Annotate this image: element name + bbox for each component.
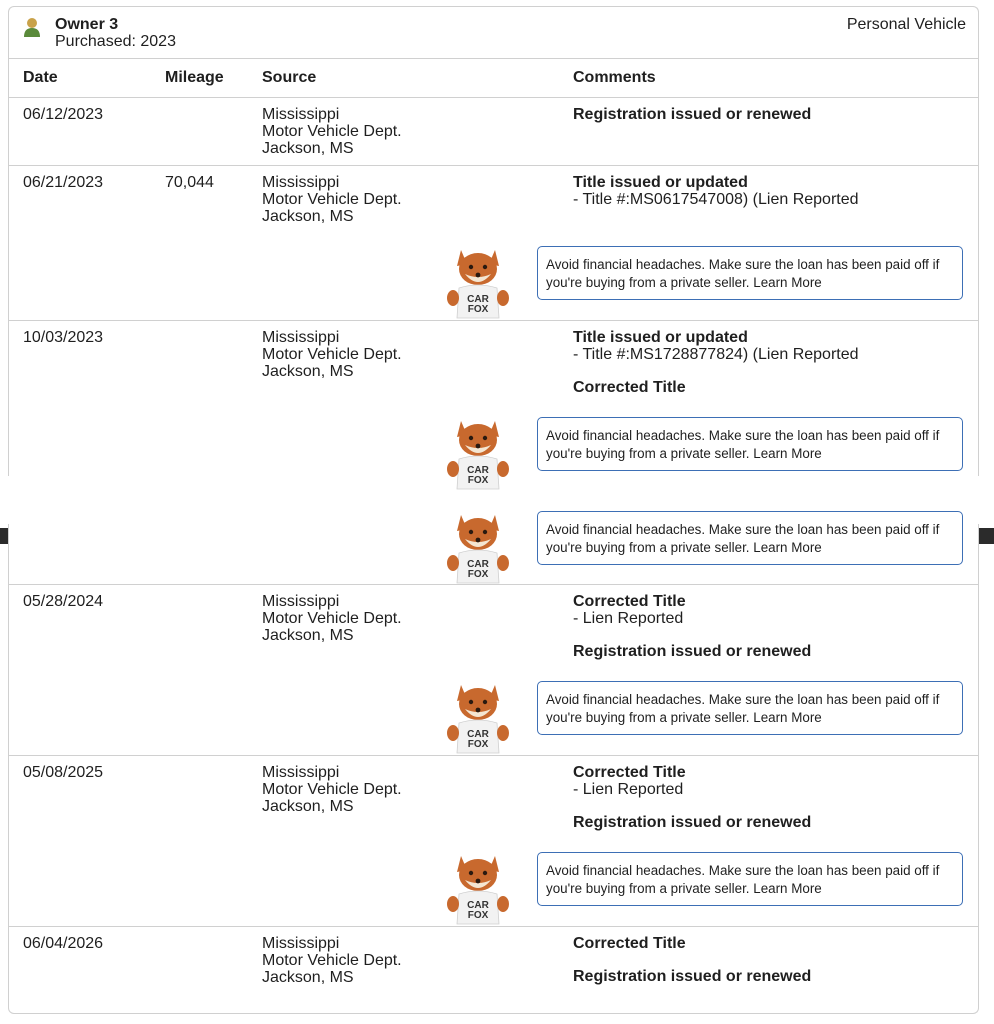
learn-more-link[interactable]: Learn More — [753, 881, 822, 896]
row-source — [262, 935, 402, 986]
column-header-date: Date — [23, 69, 58, 86]
learn-more-link[interactable]: Learn More — [753, 540, 822, 555]
event-detail: - Title #:MS1728877824) (Lien Reported — [573, 346, 859, 363]
table-row — [9, 585, 978, 756]
table-row — [9, 927, 978, 1013]
row-comments — [573, 106, 963, 123]
owner-history-card — [8, 6, 979, 486]
owner-history-card — [8, 524, 979, 1014]
mascot-shirt-line1: CAR — [467, 729, 489, 740]
row-comments — [573, 764, 963, 831]
carfox-mascot — [443, 848, 513, 926]
row-date: 06/21/2023 — [23, 174, 104, 191]
tip-text: Avoid financial headaches. Make sure the loan has been paid off if you're buying from a private seller. — [546, 692, 940, 725]
source-state: Mississippi — [262, 329, 340, 346]
row-date: 10/03/2023 — [23, 329, 104, 346]
source-city: Jackson, MS — [262, 798, 354, 815]
mascot-shirt-line2: FOX — [467, 739, 489, 750]
source-city: Jackson, MS — [262, 208, 354, 225]
learn-more-link[interactable]: Learn More — [753, 446, 822, 461]
tip-text: Avoid financial headaches. Make sure the loan has been paid off if you're buying from a private seller. — [546, 257, 940, 290]
event-detail: - Lien Reported — [573, 610, 684, 627]
event-registration: Registration issued or renewed — [573, 814, 812, 831]
row-date: 06/12/2023 — [23, 106, 104, 123]
source-city: Jackson, MS — [262, 140, 354, 157]
source-agency: Motor Vehicle Dept. — [262, 123, 402, 140]
tip-text: Avoid financial headaches. Make sure the loan has been paid off if you're buying from a private seller. — [546, 863, 940, 896]
source-state: Mississippi — [262, 764, 340, 781]
history-panel-bottom — [0, 522, 994, 1024]
carfox-mascot — [443, 507, 513, 585]
table-row — [9, 98, 978, 166]
table-row — [9, 756, 978, 927]
mascot-shirt-line1: CAR — [467, 465, 489, 476]
source-agency: Motor Vehicle Dept. — [262, 610, 402, 627]
mascot-shirt-line2: FOX — [467, 910, 489, 921]
history-panel-top — [0, 0, 994, 486]
person-icon — [23, 17, 41, 39]
carfox-mascot — [443, 242, 513, 320]
owner-title: Owner 3 — [55, 16, 119, 33]
event-title-updated: Title issued or updated — [573, 174, 748, 191]
source-city: Jackson, MS — [262, 969, 354, 986]
event-registration: Registration issued or renewed — [573, 643, 812, 660]
row-comments — [573, 329, 963, 396]
column-header-comments: Comments — [573, 69, 656, 86]
carfox-mascot — [443, 677, 513, 755]
mascot-shirt-line1: CAR — [467, 559, 489, 570]
column-header-mileage: Mileage — [165, 69, 224, 86]
event-detail: - Title #:MS0617547008) (Lien Reported — [573, 191, 859, 208]
mascot-shirt-line1: CAR — [467, 900, 489, 911]
tip-text: Avoid financial headaches. Make sure the loan has been paid off if you're buying from a private seller. — [546, 522, 940, 555]
loan-tip-box — [537, 511, 963, 565]
column-header-source: Source — [262, 69, 317, 86]
row-source — [262, 106, 402, 157]
row-source — [262, 174, 402, 225]
learn-more-link[interactable]: Learn More — [753, 710, 822, 725]
source-city: Jackson, MS — [262, 627, 354, 644]
loan-tip-box — [537, 246, 963, 300]
mascot-shirt-line2: FOX — [467, 304, 489, 315]
event-registration: Registration issued or renewed — [573, 968, 812, 985]
source-agency: Motor Vehicle Dept. — [262, 952, 402, 969]
table-header — [9, 58, 978, 98]
row-source — [262, 593, 402, 644]
loan-tip-box — [537, 681, 963, 735]
event-corrected-title: Corrected Title — [573, 764, 686, 781]
event-corrected-title: Corrected Title — [573, 935, 686, 952]
event-detail: - Lien Reported — [573, 781, 684, 798]
row-date: 06/04/2026 — [23, 935, 104, 952]
row-comments — [573, 593, 963, 660]
owner-header — [9, 7, 978, 59]
event-registration: Registration issued or renewed — [573, 106, 812, 123]
source-agency: Motor Vehicle Dept. — [262, 346, 402, 363]
learn-more-link[interactable]: Learn More — [753, 275, 822, 290]
event-corrected-title: Corrected Title — [573, 379, 686, 396]
event-title-updated: Title issued or updated — [573, 329, 748, 346]
owner-purchased: Purchased: 2023 — [55, 33, 176, 50]
table-row — [9, 166, 978, 321]
mascot-shirt-line1: CAR — [467, 294, 489, 305]
source-agency: Motor Vehicle Dept. — [262, 781, 402, 798]
source-city: Jackson, MS — [262, 363, 354, 380]
source-state: Mississippi — [262, 935, 340, 952]
source-agency: Motor Vehicle Dept. — [262, 191, 402, 208]
loan-tip-box — [537, 852, 963, 906]
mascot-shirt-line2: FOX — [467, 475, 489, 486]
row-comments — [573, 174, 963, 208]
tip-text: Avoid financial headaches. Make sure the loan has been paid off if you're buying from a private seller. — [546, 428, 940, 461]
row-comments — [573, 935, 963, 985]
event-corrected-title: Corrected Title — [573, 593, 686, 610]
row-source — [262, 764, 402, 815]
row-date: 05/08/2025 — [23, 764, 104, 781]
vehicle-type: Personal Vehicle — [846, 16, 966, 33]
row-mileage: 70,044 — [165, 174, 214, 191]
mascot-shirt-line2: FOX — [467, 569, 489, 580]
source-state: Mississippi — [262, 593, 340, 610]
table-row — [9, 454, 978, 585]
row-source — [262, 329, 402, 380]
row-date: 05/28/2024 — [23, 593, 104, 610]
source-state: Mississippi — [262, 106, 340, 123]
source-state: Mississippi — [262, 174, 340, 191]
